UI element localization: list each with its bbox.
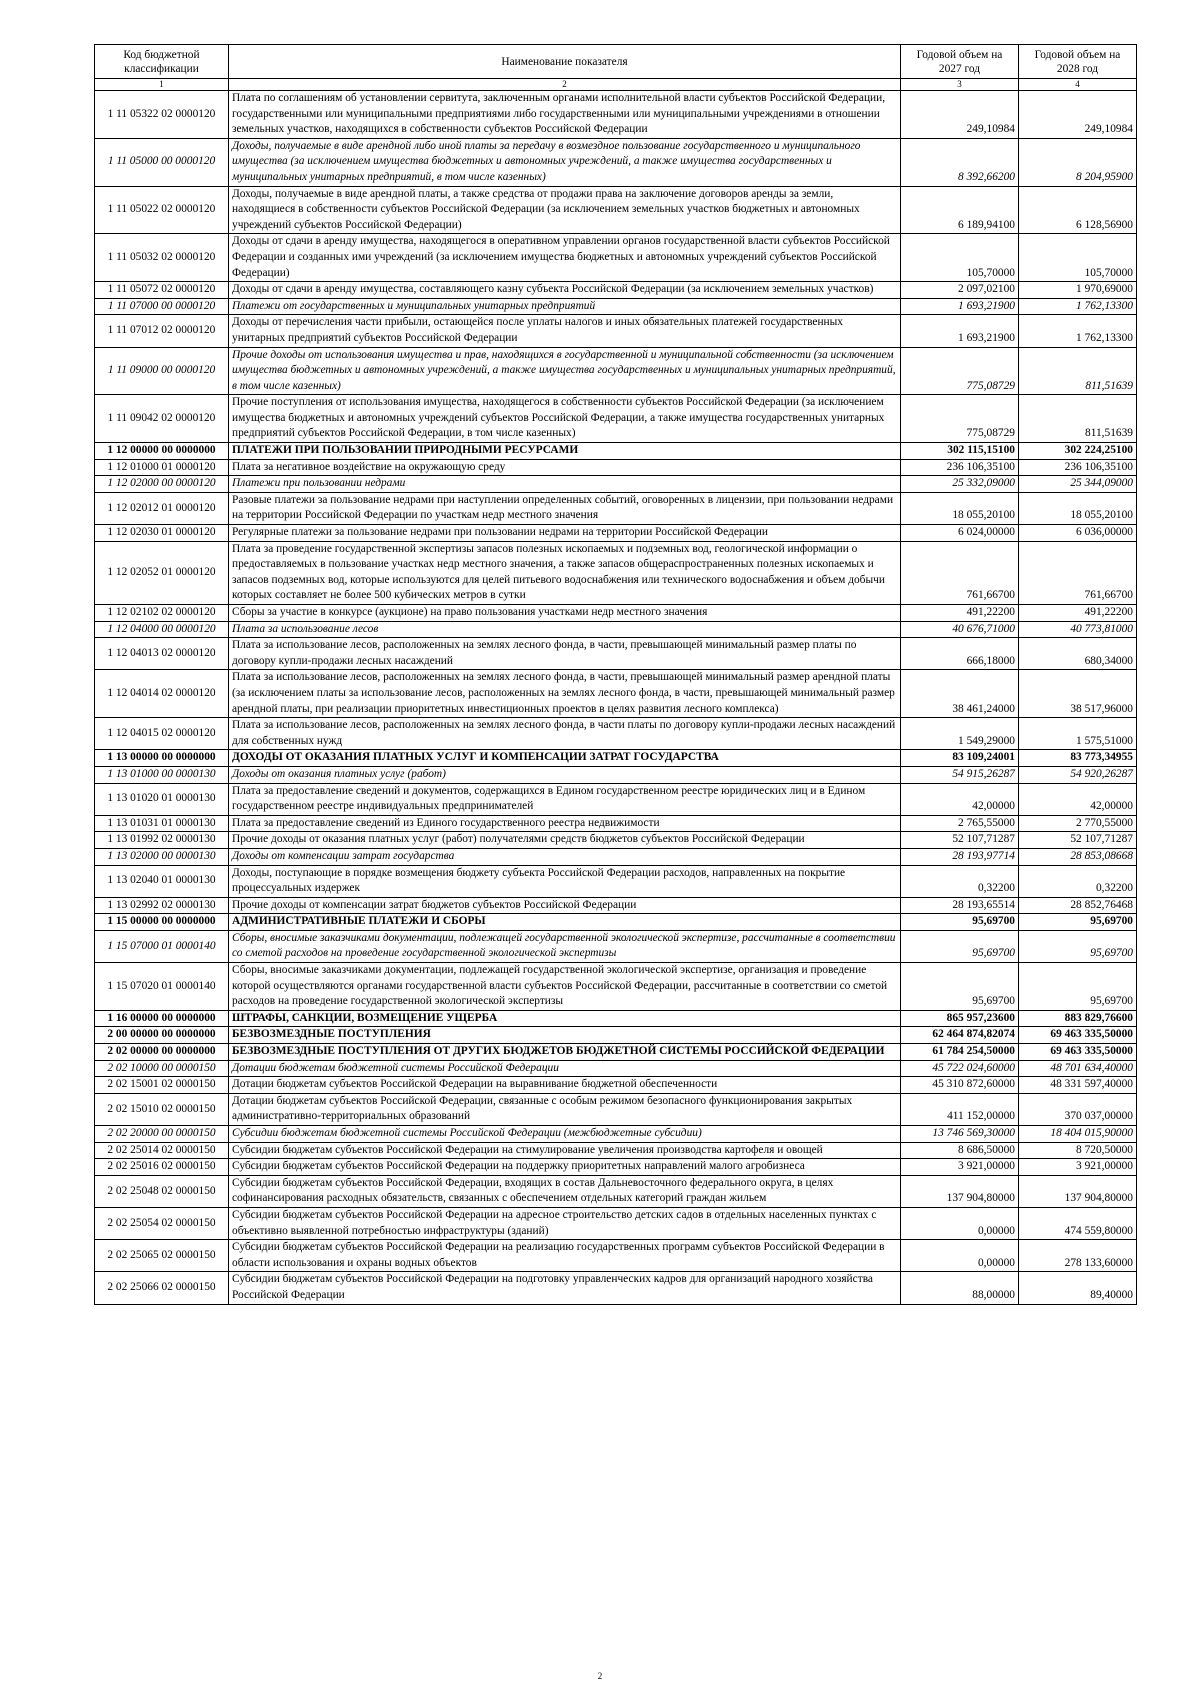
value-2028-cell: 28 853,08668 [1019,848,1137,865]
budget-code-cell: 1 11 05072 02 0000120 [95,282,229,299]
table-row [95,605,1137,622]
budget-code-cell: 1 11 07012 02 0000120 [95,315,229,347]
value-2027-cell: 38 461,24000 [901,670,1019,718]
table-row [95,1175,1137,1207]
value-2028-cell: 278 133,60000 [1019,1240,1137,1272]
indicator-name-cell: Сборы, вносимые заказчиками документации, подлежащей государственной экологической экспертизе, организация и проведение которой осуществляются органами государственной власти субъектов Российской Федерации, рассчитанные в соответствии со сметой расходов на проведение государственной экологической экспертизы [229,963,901,1011]
indicator-name-cell: Прочие доходы от компенсации затрат бюджетов субъектов Российской Федерации [229,897,901,914]
header-code: Код бюджетной классификации [95,45,229,79]
table-row [95,476,1137,493]
table-row [95,186,1137,234]
budget-code-cell: 1 12 01000 01 0000120 [95,459,229,476]
column-number-row [95,79,1137,91]
indicator-name-cell: Платежи от государственных и муниципальных унитарных предприятий [229,298,901,315]
table-row [95,1027,1137,1044]
budget-code-cell: 1 13 02992 02 0000130 [95,897,229,914]
indicator-name-cell: ПЛАТЕЖИ ПРИ ПОЛЬЗОВАНИИ ПРИРОДНЫМИ РЕСУРСАМИ [229,443,901,460]
value-2028-cell: 3 921,00000 [1019,1159,1137,1176]
budget-code-cell: 1 13 01992 02 0000130 [95,832,229,849]
table-row [95,282,1137,299]
value-2027-cell: 83 109,24001 [901,750,1019,767]
indicator-name-cell: Субсидии бюджетам субъектов Российской Федерации на подготовку управленческих кадров для организаций народного хозяйства Российской Федерации [229,1272,901,1304]
value-2027-cell: 8 686,50000 [901,1142,1019,1159]
budget-code-cell: 1 12 02102 02 0000120 [95,605,229,622]
value-2028-cell: 2 770,55000 [1019,815,1137,832]
value-2028-cell: 236 106,35100 [1019,459,1137,476]
value-2027-cell: 775,08729 [901,347,1019,395]
value-2027-cell: 236 106,35100 [901,459,1019,476]
value-2027-cell: 775,08729 [901,395,1019,443]
budget-code-cell: 1 13 01020 01 0000130 [95,783,229,815]
table-row [95,914,1137,931]
value-2027-cell: 0,00000 [901,1207,1019,1239]
header-2027: Годовой объем на 2027 год [901,45,1019,79]
indicator-name-cell: Сборы, вносимые заказчиками документации, подлежащей государственной экологической экспертизе, рассчитанные в соответствии со сметой расходов на проведение государственной экологической экспертизы [229,930,901,962]
table-row [95,1060,1137,1077]
indicator-name-cell: ШТРАФЫ, САНКЦИИ, ВОЗМЕЩЕНИЕ УЩЕРБА [229,1010,901,1027]
value-2027-cell: 25 332,09000 [901,476,1019,493]
value-2028-cell: 302 224,25100 [1019,443,1137,460]
table-row [95,315,1137,347]
table-row [95,395,1137,443]
budget-code-cell: 1 16 00000 00 0000000 [95,1010,229,1027]
table-row [95,930,1137,962]
value-2028-cell: 249,10984 [1019,91,1137,139]
budget-code-cell: 2 02 25016 02 0000150 [95,1159,229,1176]
table-row [95,766,1137,783]
value-2028-cell: 811,51639 [1019,347,1137,395]
value-2028-cell: 69 463 335,50000 [1019,1027,1137,1044]
table-row [95,459,1137,476]
value-2028-cell: 1 762,13300 [1019,298,1137,315]
value-2028-cell: 42,00000 [1019,783,1137,815]
table-row [95,897,1137,914]
indicator-name-cell: Плата за проведение государственной экспертизы запасов полезных ископаемых и подземных вод, геологической информации о предоставляемых в пользование участках недр местного значения, а также запасов общераспространенных полезных ископаемых и запасов подземных вод, которые используются для целей питьевого водоснабжения или технического водоснабжения и объем добычи которых составляет не более 500 кубических метров в сутки [229,541,901,604]
table-row [95,443,1137,460]
budget-code-cell: 1 13 02000 00 0000130 [95,848,229,865]
budget-code-cell: 2 02 25048 02 0000150 [95,1175,229,1207]
value-2027-cell: 761,66700 [901,541,1019,604]
value-2028-cell: 18 055,20100 [1019,492,1137,524]
budget-code-cell: 1 15 07000 01 0000140 [95,930,229,962]
budget-code-cell: 1 11 05032 02 0000120 [95,234,229,282]
value-2028-cell: 6 036,00000 [1019,525,1137,542]
indicator-name-cell: Прочие доходы от использования имущества и прав, находящихся в государственной и муниципальной собственности (за исключением имущества бюджетных и автономных учреждений, а также имущества государственных и муниципальных унитарных предприятий, в том числе казенных) [229,347,901,395]
table-row [95,541,1137,604]
value-2027-cell: 95,69700 [901,914,1019,931]
budget-code-cell: 1 13 01000 00 0000130 [95,766,229,783]
value-2028-cell: 491,22200 [1019,605,1137,622]
indicator-name-cell: Доходы от сдачи в аренду имущества, составляющего казну субъекта Российской Федерации (за исключением земельных участков) [229,282,901,299]
indicator-name-cell: БЕЗВОЗМЕЗДНЫЕ ПОСТУПЛЕНИЯ ОТ ДРУГИХ БЮДЖЕТОВ БЮДЖЕТНОЙ СИСТЕМЫ РОССИЙСКОЙ ФЕДЕРАЦИИ [229,1044,901,1061]
budget-code-cell: 1 13 00000 00 0000000 [95,750,229,767]
indicator-name-cell: Субсидии бюджетам субъектов Российской Федерации на стимулирование увеличения производства картофеля и овощей [229,1142,901,1159]
table-row [95,1240,1137,1272]
indicator-name-cell: Прочие доходы от оказания платных услуг (работ) получателями средств бюджетов субъектов Российской Федерации [229,832,901,849]
value-2027-cell: 45 722 024,60000 [901,1060,1019,1077]
value-2027-cell: 54 915,26287 [901,766,1019,783]
table-row [95,1126,1137,1143]
value-2027-cell: 95,69700 [901,963,1019,1011]
value-2027-cell: 249,10984 [901,91,1019,139]
budget-code-cell: 1 13 01031 01 0000130 [95,815,229,832]
table-row [95,718,1137,750]
budget-code-cell: 1 15 00000 00 0000000 [95,914,229,931]
table-row [95,492,1137,524]
budget-code-cell: 1 15 07020 01 0000140 [95,963,229,1011]
budget-code-cell: 1 12 04000 00 0000120 [95,621,229,638]
value-2027-cell: 1 693,21900 [901,315,1019,347]
value-2027-cell: 666,18000 [901,638,1019,670]
table-row [95,670,1137,718]
table-body [95,91,1137,1305]
indicator-name-cell: Доходы от сдачи в аренду имущества, находящегося в оперативном управлении органов государственной власти субъектов Российской Федерации и созданных ими учреждений (за исключением имущества бюджетных и автономных учреждений субъектов Российской Федерации) [229,234,901,282]
table-row [95,347,1137,395]
value-2028-cell: 40 773,81000 [1019,621,1137,638]
column-number: 3 [901,79,1019,91]
indicator-name-cell: Доходы, получаемые в виде арендной либо иной платы за передачу в возмездное пользование государственного и муниципального имущества (за исключением имущества бюджетных и автономных учреждений, а также имущества государственных и муниципальных унитарных предприятий, в том числе казенных) [229,138,901,186]
value-2027-cell: 95,69700 [901,930,1019,962]
value-2028-cell: 1 575,51000 [1019,718,1137,750]
budget-code-cell: 2 02 20000 00 0000150 [95,1126,229,1143]
table-row [95,621,1137,638]
value-2028-cell: 54 920,26287 [1019,766,1137,783]
indicator-name-cell: Доходы от перечисления части прибыли, остающейся после уплаты налогов и иных обязательных платежей государственных унитарных предприятий субъектов Российской Федерации [229,315,901,347]
value-2027-cell: 45 310 872,60000 [901,1077,1019,1094]
indicator-name-cell: Плата за использование лесов, расположенных на землях лесного фонда, в части, превышающей минимальный размер платы по договору купли-продажи лесных насаждений [229,638,901,670]
indicator-name-cell: Субсидии бюджетам субъектов Российской Федерации, входящих в состав Дальневосточного федерального округа, в целях софинансирования расходных обязательств, связанных с обеспечением отдельных категорий граждан жильем [229,1175,901,1207]
value-2028-cell: 811,51639 [1019,395,1137,443]
column-number: 4 [1019,79,1137,91]
value-2028-cell: 28 852,76468 [1019,897,1137,914]
budget-code-cell: 1 11 07000 00 0000120 [95,298,229,315]
budget-code-cell: 1 13 02040 01 0000130 [95,865,229,897]
value-2027-cell: 0,00000 [901,1240,1019,1272]
budget-code-cell: 1 11 05022 02 0000120 [95,186,229,234]
indicator-name-cell: Сборы за участие в конкурсе (аукционе) на право пользования участками недр местного значения [229,605,901,622]
value-2028-cell: 8 720,50000 [1019,1142,1137,1159]
value-2027-cell: 105,70000 [901,234,1019,282]
value-2028-cell: 474 559,80000 [1019,1207,1137,1239]
budget-code-cell: 2 02 25014 02 0000150 [95,1142,229,1159]
indicator-name-cell: Плата за использование лесов, расположенных на землях лесного фонда, в части, превышающей минимальный размер арендной платы (за исключением платы за использование лесов, расположенных на землях лесного фонда, в части, превышающей минимальный размер арендной платы, при реализации приоритетных инвестиционных проектов в целях развития лесного комплекса) [229,670,901,718]
table-row [95,815,1137,832]
table-row [95,638,1137,670]
budget-code-cell: 2 02 15010 02 0000150 [95,1093,229,1125]
table-row [95,865,1137,897]
table-row [95,1207,1137,1239]
value-2027-cell: 0,32200 [901,865,1019,897]
indicator-name-cell: Платежи при пользовании недрами [229,476,901,493]
value-2027-cell: 40 676,71000 [901,621,1019,638]
indicator-name-cell: БЕЗВОЗМЕЗДНЫЕ ПОСТУПЛЕНИЯ [229,1027,901,1044]
value-2028-cell: 83 773,34955 [1019,750,1137,767]
value-2028-cell: 95,69700 [1019,963,1137,1011]
value-2028-cell: 761,66700 [1019,541,1137,604]
value-2028-cell: 370 037,00000 [1019,1093,1137,1125]
table-row [95,848,1137,865]
table-row [95,525,1137,542]
header-name: Наименование показателя [229,45,901,79]
value-2027-cell: 8 392,66200 [901,138,1019,186]
header-2028: Годовой объем на 2028 год [1019,45,1137,79]
value-2028-cell: 69 463 335,50000 [1019,1044,1137,1061]
value-2027-cell: 1 693,21900 [901,298,1019,315]
indicator-name-cell: Разовые платежи за пользование недрами при наступлении определенных событий, оговоренных в лицензии, при пользовании недрами на территории Российской Федерации по участкам недр местного значения [229,492,901,524]
table-row [95,1044,1137,1061]
indicator-name-cell: Регулярные платежи за пользование недрами при пользовании недрами на территории Российской Федерации [229,525,901,542]
budget-code-cell: 2 02 25054 02 0000150 [95,1207,229,1239]
table-row [95,1077,1137,1094]
value-2027-cell: 302 115,15100 [901,443,1019,460]
value-2028-cell: 8 204,95900 [1019,138,1137,186]
value-2027-cell: 411 152,00000 [901,1093,1019,1125]
value-2028-cell: 48 331 597,40000 [1019,1077,1137,1094]
table-row [95,234,1137,282]
value-2028-cell: 6 128,56900 [1019,186,1137,234]
budget-code-cell: 1 12 02000 00 0000120 [95,476,229,493]
value-2027-cell: 18 055,20100 [901,492,1019,524]
value-2027-cell: 137 904,80000 [901,1175,1019,1207]
value-2028-cell: 95,69700 [1019,930,1137,962]
value-2027-cell: 61 784 254,50000 [901,1044,1019,1061]
value-2028-cell: 883 829,76600 [1019,1010,1137,1027]
budget-code-cell: 2 02 00000 00 0000000 [95,1044,229,1061]
value-2027-cell: 42,00000 [901,783,1019,815]
value-2027-cell: 28 193,97714 [901,848,1019,865]
value-2028-cell: 1 970,69000 [1019,282,1137,299]
table-row [95,963,1137,1011]
column-number: 1 [95,79,229,91]
value-2027-cell: 6 189,94100 [901,186,1019,234]
budget-code-cell: 1 12 04014 02 0000120 [95,670,229,718]
page-number: 2 [597,1671,603,1681]
value-2028-cell: 95,69700 [1019,914,1137,931]
value-2028-cell: 18 404 015,90000 [1019,1126,1137,1143]
value-2027-cell: 2 765,55000 [901,815,1019,832]
budget-code-cell: 2 00 00000 00 0000000 [95,1027,229,1044]
value-2028-cell: 0,32200 [1019,865,1137,897]
table-row [95,783,1137,815]
value-2028-cell: 105,70000 [1019,234,1137,282]
value-2028-cell: 137 904,80000 [1019,1175,1137,1207]
indicator-name-cell: Дотации бюджетам субъектов Российской Федерации на выравнивание бюджетной обеспеченности [229,1077,901,1094]
value-2028-cell: 48 701 634,40000 [1019,1060,1137,1077]
budget-table [94,44,1137,1305]
indicator-name-cell: Дотации бюджетам бюджетной системы Российской Федерации [229,1060,901,1077]
indicator-name-cell: Плата за использование лесов [229,621,901,638]
value-2027-cell: 6 024,00000 [901,525,1019,542]
indicator-name-cell: Прочие поступления от использования имущества, находящегося в собственности субъектов Российской Федерации (за исключением имущества бюджетных и автономных учреждений субъектов Российской Федерации, а также имущества государственных унитарных предприятий субъектов Российской Федерации, в том числе казенных) [229,395,901,443]
budget-code-cell: 2 02 25066 02 0000150 [95,1272,229,1304]
budget-code-cell: 1 12 02012 01 0000120 [95,492,229,524]
value-2028-cell: 89,40000 [1019,1272,1137,1304]
budget-code-cell: 1 11 09042 02 0000120 [95,395,229,443]
table-row [95,1272,1137,1304]
table-row [95,832,1137,849]
indicator-name-cell: Плата за предоставление сведений и документов, содержащихся в Едином государственном реестре юридических лиц и в Едином государственном реестре индивидуальных предпринимателей [229,783,901,815]
value-2027-cell: 3 921,00000 [901,1159,1019,1176]
value-2027-cell: 62 464 874,82074 [901,1027,1019,1044]
budget-code-cell: 1 12 02030 01 0000120 [95,525,229,542]
indicator-name-cell: Доходы, поступающие в порядке возмещения бюджету субъекта Российской Федерации расходов, направленных на покрытие процессуальных издержек [229,865,901,897]
indicator-name-cell: Субсидии бюджетам субъектов Российской Федерации на поддержку приоритетных направлений малого агробизнеса [229,1159,901,1176]
budget-code-cell: 1 12 00000 00 0000000 [95,443,229,460]
indicator-name-cell: ДОХОДЫ ОТ ОКАЗАНИЯ ПЛАТНЫХ УСЛУГ И КОМПЕНСАЦИИ ЗАТРАТ ГОСУДАРСТВА [229,750,901,767]
table-row [95,138,1137,186]
budget-code-cell: 2 02 10000 00 0000150 [95,1060,229,1077]
table-row [95,750,1137,767]
value-2027-cell: 491,22200 [901,605,1019,622]
table-row [95,1159,1137,1176]
value-2027-cell: 1 549,29000 [901,718,1019,750]
value-2028-cell: 25 344,09000 [1019,476,1137,493]
header-row [95,45,1137,79]
value-2028-cell: 52 107,71287 [1019,832,1137,849]
table-row [95,1142,1137,1159]
budget-code-cell: 1 12 04013 02 0000120 [95,638,229,670]
value-2027-cell: 2 097,02100 [901,282,1019,299]
value-2027-cell: 88,00000 [901,1272,1019,1304]
indicator-name-cell: Плата по соглашениям об установлении сервитута, заключенным органами исполнительной власти субъектов Российской Федерации, государственными или муниципальными предприятиями либо государственными или муниципальными учреждениями в отношении земельных участков, находящихся в собственности субъектов Российской Федерации [229,91,901,139]
value-2027-cell: 865 957,23600 [901,1010,1019,1027]
value-2028-cell: 38 517,96000 [1019,670,1137,718]
indicator-name-cell: АДМИНИСТРАТИВНЫЕ ПЛАТЕЖИ И СБОРЫ [229,914,901,931]
budget-code-cell: 1 11 05000 00 0000120 [95,138,229,186]
value-2028-cell: 680,34000 [1019,638,1137,670]
table-row [95,298,1137,315]
table-row [95,1093,1137,1125]
budget-code-cell: 1 12 02052 01 0000120 [95,541,229,604]
budget-code-cell: 2 02 25065 02 0000150 [95,1240,229,1272]
column-number: 2 [229,79,901,91]
indicator-name-cell: Плата за использование лесов, расположенных на землях лесного фонда, в части платы по договору купли-продажи лесных насаждений для собственных нужд [229,718,901,750]
indicator-name-cell: Субсидии бюджетам бюджетной системы Российской Федерации (межбюджетные субсидии) [229,1126,901,1143]
indicator-name-cell: Плата за негативное воздействие на окружающую среду [229,459,901,476]
indicator-name-cell: Субсидии бюджетам субъектов Российской Федерации на адресное строительство детских садов в отдельных населенных пунктах с объективно выявленной потребностью инфраструктуры (зданий) [229,1207,901,1239]
budget-code-cell: 1 11 05322 02 0000120 [95,91,229,139]
indicator-name-cell: Доходы от оказания платных услуг (работ) [229,766,901,783]
value-2027-cell: 52 107,71287 [901,832,1019,849]
value-2027-cell: 28 193,65514 [901,897,1019,914]
indicator-name-cell: Дотации бюджетам субъектов Российской Федерации, связанные с особым режимом безопасного функционирования закрытых административно-территориальных образований [229,1093,901,1125]
value-2027-cell: 13 746 569,30000 [901,1126,1019,1143]
indicator-name-cell: Доходы от компенсации затрат государства [229,848,901,865]
indicator-name-cell: Субсидии бюджетам субъектов Российской Федерации на реализацию государственных программ субъектов Российской Федерации в области использования и охраны водных объектов [229,1240,901,1272]
budget-code-cell: 1 11 09000 00 0000120 [95,347,229,395]
table-row [95,91,1137,139]
budget-code-cell: 2 02 15001 02 0000150 [95,1077,229,1094]
indicator-name-cell: Плата за предоставление сведений из Единого государственного реестра недвижимости [229,815,901,832]
value-2028-cell: 1 762,13300 [1019,315,1137,347]
budget-code-cell: 1 12 04015 02 0000120 [95,718,229,750]
indicator-name-cell: Доходы, получаемые в виде арендной платы, а также средства от продажи права на заключение договоров аренды за земли, находящиеся в собственности субъектов Российской Федерации (за исключением земельных участков бюджетных и автономных учреждений субъектов Российской Федерации) [229,186,901,234]
table-row [95,1010,1137,1027]
